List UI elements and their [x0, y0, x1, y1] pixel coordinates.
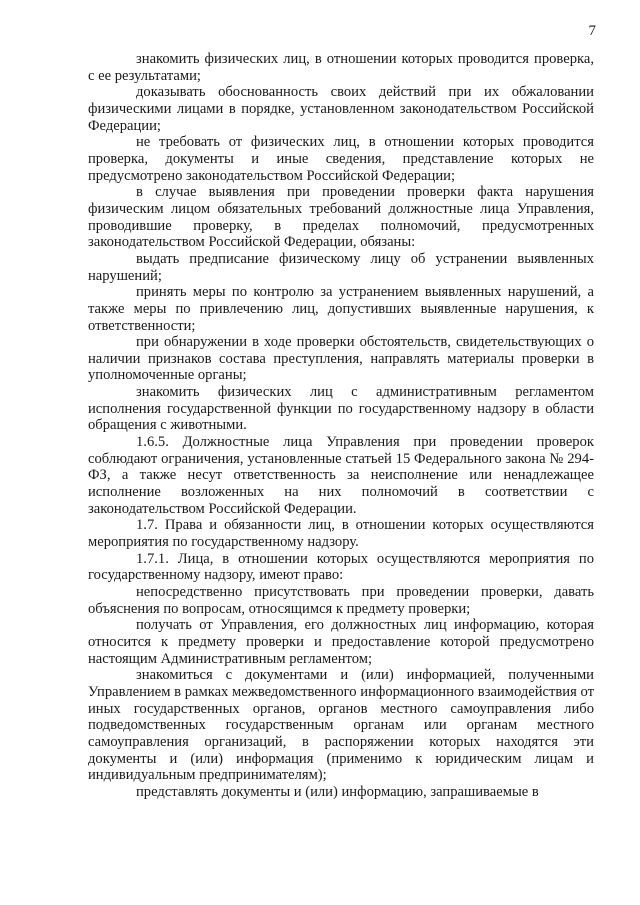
paragraph: 1.7.1. Лица, в отношении которых осуществляются мероприятия по государственному надзору, имеют право: [88, 550, 594, 584]
page-number: 7 [588, 23, 596, 39]
paragraph: знакомиться с документами и (или) информацией, полученными Управлением в рамках межведомственного информационного взаимодействия от иных государственных органов, органов местного самоуправления либо подведомственных государственным органам или органам местного самоуправления организаций, в распоряжении которых находятся эти документы и (или) информация (применимо к юридическим лицам и индивидуальным предпринимателям); [88, 667, 594, 784]
paragraph: выдать предписание физическому лицу об устранении выявленных нарушений; [88, 250, 594, 284]
document-body [88, 51, 594, 801]
paragraph: в случае выявления при проведении проверки факта нарушения физическим лицом обязательных требований должностные лица Управления, проводившие проверку, в пределах полномочий, предусмотренных законодательством Российской Федерации, обязаны: [88, 184, 594, 251]
paragraph: представлять документы и (или) информацию, запрашиваемые в [136, 783, 539, 800]
paragraph: доказывать обоснованность своих действий при их обжаловании физическими лицами в порядке, установленном законодательством Российской Федерации; [88, 84, 594, 134]
paragraph: знакомить физических лиц, в отношении которых проводится проверка, с ее результатами; [88, 51, 594, 84]
paragraph: не требовать от физических лиц, в отношении которых проводится проверка, документы и иные сведения, представление которых не предусмотрено законодательством Российской Федерации; [88, 134, 594, 184]
paragraph: принять меры по контролю за устранением выявленных нарушений, а также меры по привлечению лиц, допустивших выявленные нарушения, к ответственности; [88, 284, 594, 334]
paragraph: при обнаружении в ходе проверки обстоятельств, свидетельствующих о наличии признаков состава преступления, направлять материалы проверки в уполномоченные органы; [88, 334, 594, 384]
paragraph: непосредственно присутствовать при проведении проверки, давать объяснения по вопросам, относящимся к предмету проверки; [88, 584, 594, 617]
paragraph: 1.7. Права и обязанности лиц, в отношении которых осуществляются мероприятия по государственному надзору. [88, 517, 594, 551]
paragraph: знакомить физических лиц с административным регламентом исполнения государственной функции по государственному надзору в области обращения с животными. [88, 384, 594, 434]
paragraph: получать от Управления, его должностных лиц информацию, которая относится к предмету проверки и предоставление которой предусмотрено настоящим Административным регламентом; [88, 617, 594, 667]
paragraph: 1.6.5. Должностные лица Управления при проведении проверок соблюдают ограничения, установленные статьей 15 Федерального закона № 294-ФЗ, а также несут ответственность за неисполнение или ненадлежащее исполнение возложенных на них полномочий в соответствии с законодательством Российской Федерации. [88, 434, 594, 517]
